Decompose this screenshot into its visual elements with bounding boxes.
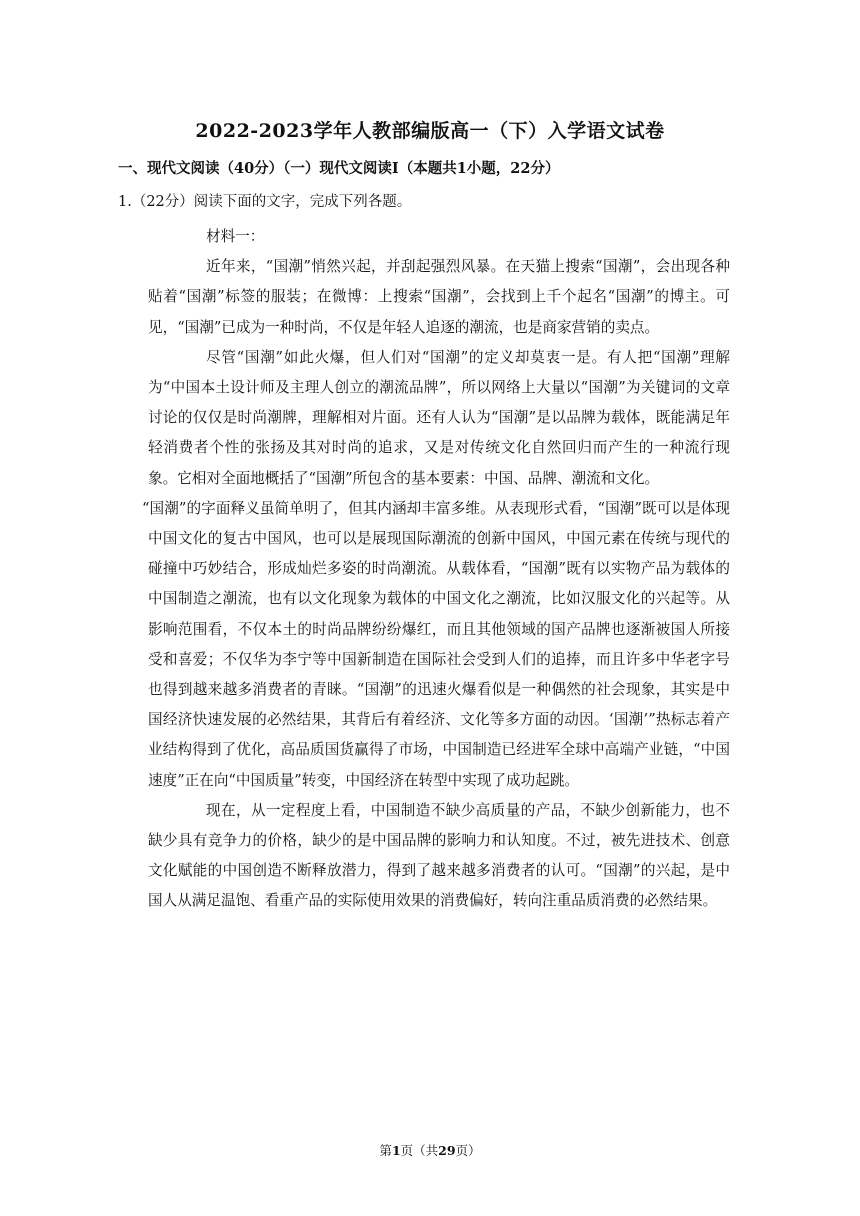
passage-paragraph-3: “国潮”的字面释义虽简单明了，但其内涵却丰富多维。从表现形式看，“国潮”既可以是体现中国文化的复古中国风，也可以是展现国际潮流的创新中国风，中国元素在传统与现代的碰撞中巧妙结合，形成灿烂多姿的时尚潮流。从载体看，“国潮”既有以实物产品为载体的中国制造之潮流，也有以文化现象为载体的中国文化之潮流，比如汉服文化的兴起等。从影响范围看，不仅本土的时尚品牌纷纷爆红，而且其他领域的国产品牌也逐渐被国人所接受和喜爱；不仅华为李宁等中国新制造在国际社会受到人们的追捧，而且许多中华老字号也得到越来越多消费者的青睐。“国潮”的迅速火爆看似是一种偶然的社会现象，其实是中国经济快速发展的必然结果，其背后有着经济、文化等多方面的动因。‘国潮’”热标志着产业结构得到了优化，高品质国货赢得了市场，中国制造已经进军全球中高端产业链，“中国速度”正在向“中国质量”转变，中国经济在转型中实现了成功起跳。	[142, 499, 730, 789]
passage-paragraph-4: 现在，从一定程度上看，中国制造不缺少高质量的产品，不缺少创新能力，也不缺少具有竞争力的价格，缺少的是中国品牌的影响力和认知度。不过，被先进技术、创意文化赋能的中国创造不断释放潜力，得到了越来越多消费者的认可。“国潮”的兴起，是中国人从满足温饱、看重产品的实际使用效果的消费偏好，转向注重品质消费的必然结果。	[148, 801, 730, 910]
footer-prefix: 第	[379, 1143, 392, 1158]
material-label: 材料一：	[206, 228, 265, 245]
passage-paragraph-2: 尽管“国潮”如此火爆，但人们对“国潮”的定义却莫衷一是。有人把“国潮”理解为“中国本土设计师及主理人创立的潮流品牌”，所以网络上大量以“国潮”为关键词的文章讨论的仅仅是时尚潮牌，理解相对片面。还有人认为“国潮”是以品牌为载体，既能满足年轻消费者个性的张扬及其对时尚的追求，又是对传统文化自然回归而产生的一种流行现象。它相对全面地概括了“国潮”所包含的基本要素：中国、品牌、潮流和文化。	[148, 348, 730, 487]
section-heading: 一、现代文阅读（40分）（一）现代文阅读Ⅰ（本题共1小题，22分）	[118, 160, 560, 177]
footer-total-pages: 29	[438, 1143, 456, 1158]
page-footer	[0, 1141, 860, 1159]
footer-middle: 页（共	[400, 1143, 439, 1158]
passage-paragraph-1: 近年来，“国潮”悄然兴起，并刮起强烈风暴。在天猫上搜索“国潮”，会出现各种贴着“国潮”标签的服装；在微博：上搜索“国潮”，会找到上千个起名“国潮”的博主。可见，“国潮”已成为一种时尚，不仅是年轻人追逐的潮流，也是商家营销的卖点。	[148, 258, 730, 336]
footer-suffix: 页）	[455, 1143, 481, 1158]
reading-passage	[142, 222, 730, 917]
question-prompt: 1.（22分）阅读下面的文字，完成下列各题。	[118, 194, 412, 210]
page-title: 2022-2023学年人教部编版高一（下）入学语文试卷	[195, 120, 665, 142]
footer-page-number: 1	[391, 1143, 401, 1158]
